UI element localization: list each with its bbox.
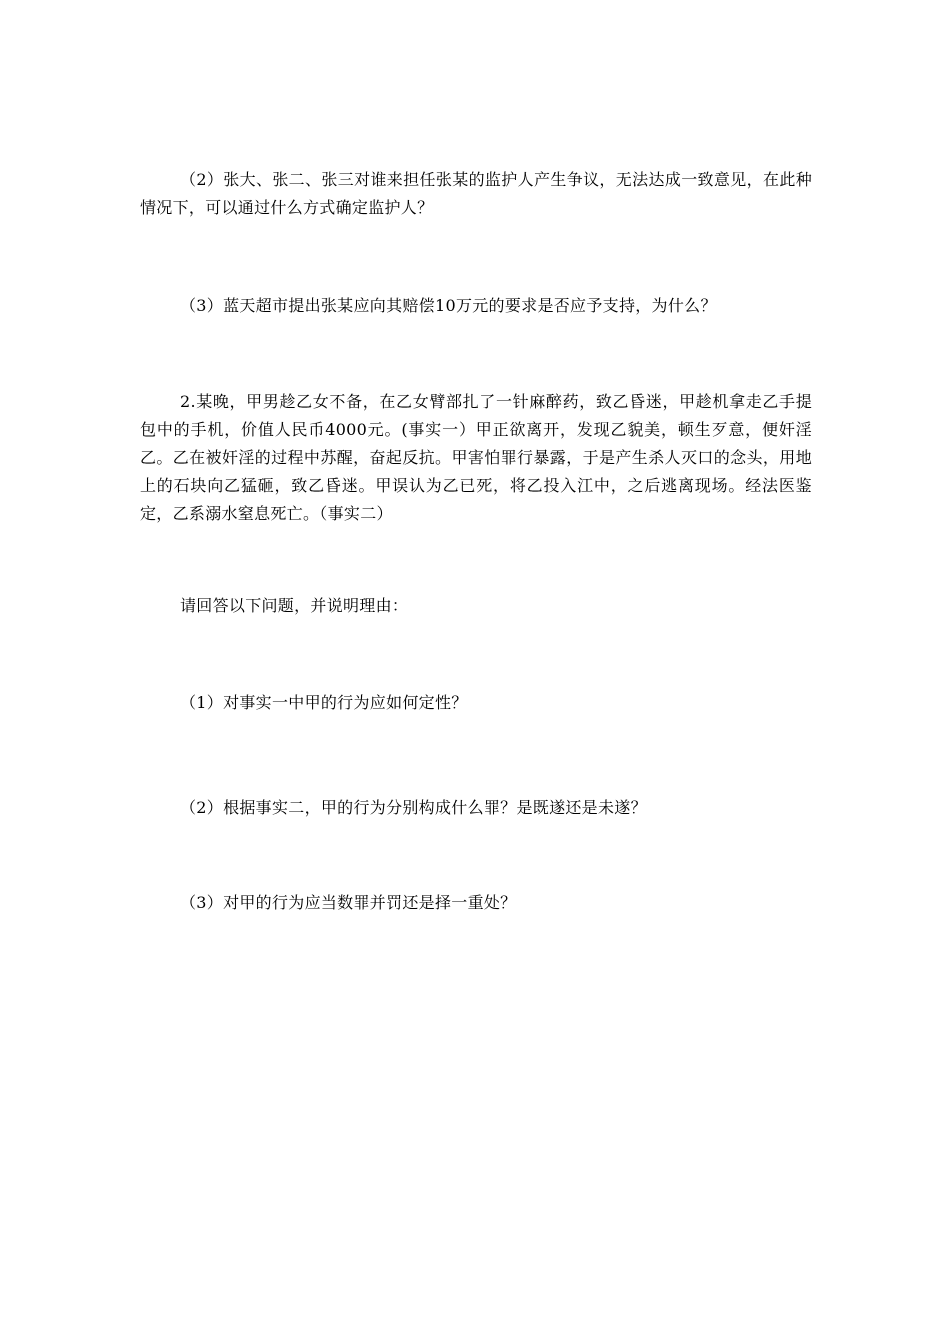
question1-sub3-paragraph: （3）蓝天超市提出张某应向其赔偿10万元的要求是否应予支持，为什么？ <box>180 296 717 315</box>
question2-sub2-paragraph: （2）根据事实二，甲的行为分别构成什么罪？是既遂还是未遂？ <box>180 798 647 817</box>
question2-prompt: 请回答以下问题，并说明理由： <box>180 596 409 615</box>
question2-case-paragraph: 2.某晚，甲男趁乙女不备，在乙女臂部扎了一针麻醉药，致乙昏迷，甲趁机拿走乙手提包中的手机，价值人民币4000元。(事实一）甲正欲离开，发现乙貌美，顿生歹意，便奸淫乙。乙在被奸淫的过程中苏醒，奋起反抗。甲害怕罪行暴露，于是产生杀人灭口的念头，用地上的石块向乙猛砸，致乙昏迷。甲误认为乙已死，将乙投入江中，之后逃离现场。经法医鉴定，乙系溺水窒息死亡。（事实二） <box>140 392 812 523</box>
question2-sub1-paragraph: （1）对事实一中甲的行为应如何定性？ <box>180 693 468 712</box>
question2-sub3-paragraph: （3）对甲的行为应当数罪并罚还是择一重处？ <box>180 893 517 912</box>
question1-sub2-paragraph: （2）张大、张二、张三对谁来担任张某的监护人产生争议，无法达成一致意见，在此种情况下，可以通过什么方式确定监护人？ <box>140 170 812 217</box>
